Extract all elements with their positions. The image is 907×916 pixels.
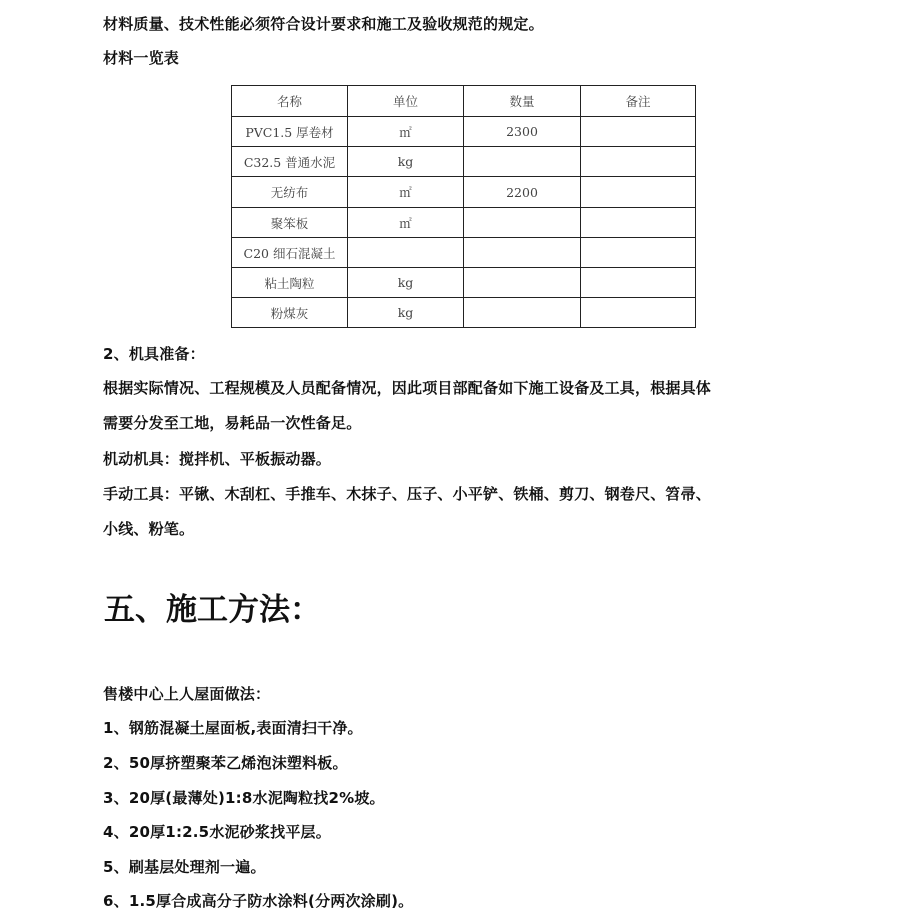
table-cell [464,147,581,177]
paragraph-method-intro: 售楼中心上人屋面做法： [103,685,271,703]
table-cell [581,147,696,177]
table-row [232,268,696,298]
list-item: 1、钢筋混凝土屋面板,表面清扫干净。 [103,719,363,737]
table-cell: 粉煤灰 [232,298,348,328]
table-cell: 聚笨板 [232,208,348,238]
table-cell [581,117,696,147]
table-cell [464,268,581,298]
table-cell [581,298,696,328]
list-item: 2、50厚挤塑聚苯乙烯泡沫塑料板。 [103,754,348,772]
table-cell [464,208,581,238]
table-cell: ㎡ [348,208,464,238]
paragraph-equipment-line1: 根据实际情况、工程规模及人员配备情况，因此项目部配备如下施工设备及工具，根据具体 [103,379,712,397]
table-row [232,238,696,268]
table-header-row [232,86,696,117]
paragraph-machinery: 机动机具：搅拌机、平板振动器。 [103,450,332,468]
table-cell: kg [348,298,464,328]
section-heading-construction-method: 五、施工方法： [104,592,321,628]
table-cell: kg [348,268,464,298]
table-cell: 2300 [464,117,581,147]
table-row [232,208,696,238]
table-cell: PVC1.5 厚卷材 [232,117,348,147]
table-cell: 2200 [464,177,581,208]
list-item: 4、20厚1:2.5水泥砂浆找平层。 [103,823,331,841]
material-table [231,85,696,328]
table-cell: 无纺布 [232,177,348,208]
paragraph-material-quality: 材料质量、技术性能必须符合设计要求和施工及验收规范的规定。 [103,15,544,33]
paragraph-hand-tools-line1: 手动工具：平锹、木刮杠、手推车、木抹子、压子、小平铲、铁桶、剪刀、钢卷尺、笤帚、 [103,485,712,503]
section-title-equipment: 2、机具准备： [103,345,205,363]
list-item: 5、刷基层处理剂一遍。 [103,858,266,876]
table-cell [581,177,696,208]
paragraph-hand-tools-line2: 小线、粉笔。 [103,520,195,538]
table-header-remark: 备注 [581,86,696,117]
table-header-quantity: 数量 [464,86,581,117]
table-cell [581,268,696,298]
table-cell: C32.5 普通水泥 [232,147,348,177]
table-cell: 粘土陶粒 [232,268,348,298]
list-item: 6、1.5厚合成高分子防水涂料(分两次涂刷)。 [103,892,414,910]
table-row [232,177,696,208]
table-cell [464,238,581,268]
paragraph-material-list-title: 材料一览表 [103,49,180,67]
table-header-unit: 单位 [348,86,464,117]
table-header-name: 名称 [232,86,348,117]
table-cell [464,298,581,328]
table-cell [581,208,696,238]
list-item: 3、20厚(最薄处)1:8水泥陶粒找2%坡。 [103,789,385,807]
paragraph-equipment-line2: 需要分发至工地，易耗品一次性备足。 [103,414,362,432]
table-row [232,117,696,147]
table-row [232,147,696,177]
table-cell [348,238,464,268]
table-cell: kg [348,147,464,177]
table-row [232,298,696,328]
table-cell: ㎡ [348,177,464,208]
table-cell [581,238,696,268]
table-cell: C20 细石混凝土 [232,238,348,268]
table-cell: ㎡ [348,117,464,147]
